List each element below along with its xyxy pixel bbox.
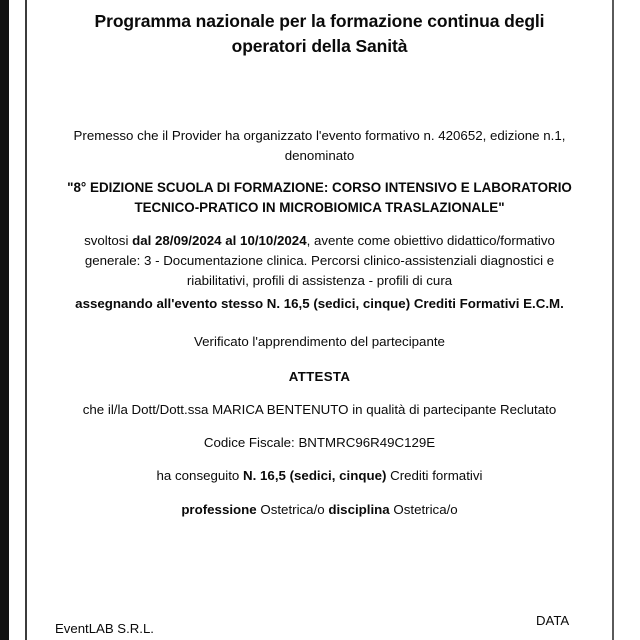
intro-paragraph [67, 126, 572, 166]
discipline-label: disciplina [328, 502, 394, 517]
participant-role: in qualità di partecipante Reclutato [348, 402, 557, 417]
edition-number: 1 [554, 128, 562, 143]
page-edge-left-gutter [0, 0, 9, 640]
participant-line [61, 400, 578, 420]
event-period-paragraph [61, 231, 578, 291]
page-edge-right-gutter [632, 0, 640, 640]
page-border-right [612, 0, 614, 640]
certificate-page [27, 0, 612, 640]
period-dates: dal 28/09/2024 al 10/10/2024 [132, 233, 307, 248]
profession-line [67, 500, 572, 520]
profession-label: professione [181, 502, 261, 517]
profession-value: Ostetrica/o [260, 502, 329, 517]
page-title-line-1: Programma nazionale per la formazione continua degli [94, 11, 545, 31]
credits-obtained-line [67, 466, 572, 486]
verification-line: Verificato l'apprendimento del partecipante [194, 334, 445, 349]
period-prefix: svoltosi [84, 233, 133, 248]
fiscal-code-value: BNTMRC96R49C129E [298, 435, 436, 450]
intro-middle: , edizione n. [482, 128, 555, 143]
footer-date-label: DATA [536, 613, 570, 628]
fiscal-code-label: Codice Fiscale: [203, 435, 299, 450]
event-number: 420652 [438, 128, 483, 143]
intro-prefix: Premesso che il Provider ha organizzato l'evento formativo n. [73, 128, 439, 143]
participant-name: MARICA BENTENUTO [212, 402, 349, 417]
credits-assigned-line: assegnando all'evento stesso N. 16,5 (sedici, cinque) Crediti Formativi E.C.M. [75, 296, 564, 311]
credits-obtained-amount: N. 16,5 (sedici, cinque) [243, 468, 387, 483]
attesta-heading: ATTESTA [288, 369, 351, 384]
footer-provider-name: EventLAB S.R.L. [55, 621, 154, 636]
intro-suffix: , denominato [284, 128, 566, 163]
page-title [67, 9, 572, 59]
period-objective: , avente come obiettivo didattico/formativo generale: 3 - Documentazione clinica. Percorsi clinico-assistenziali diagnostici e riabilitativi, profili di assistenza - profili di cura [84, 233, 555, 288]
event-name: "8° EDIZIONE SCUOLA DI FORMAZIONE: CORSO INTENSIVO E LABORATORIO TECNICO-PRATICO IN MICROBIOMICA TRASLAZIONALE" [67, 180, 572, 215]
discipline-value: Ostetrica/o [393, 502, 458, 517]
fiscal-code-line [67, 433, 572, 453]
participant-prefix: che il/la Dott/Dott.ssa [82, 402, 213, 417]
credits-obtained-prefix: ha conseguito [156, 468, 244, 483]
credits-obtained-suffix: Crediti formativi [386, 468, 483, 483]
page-title-line-2: operatori della Sanità [231, 36, 408, 56]
